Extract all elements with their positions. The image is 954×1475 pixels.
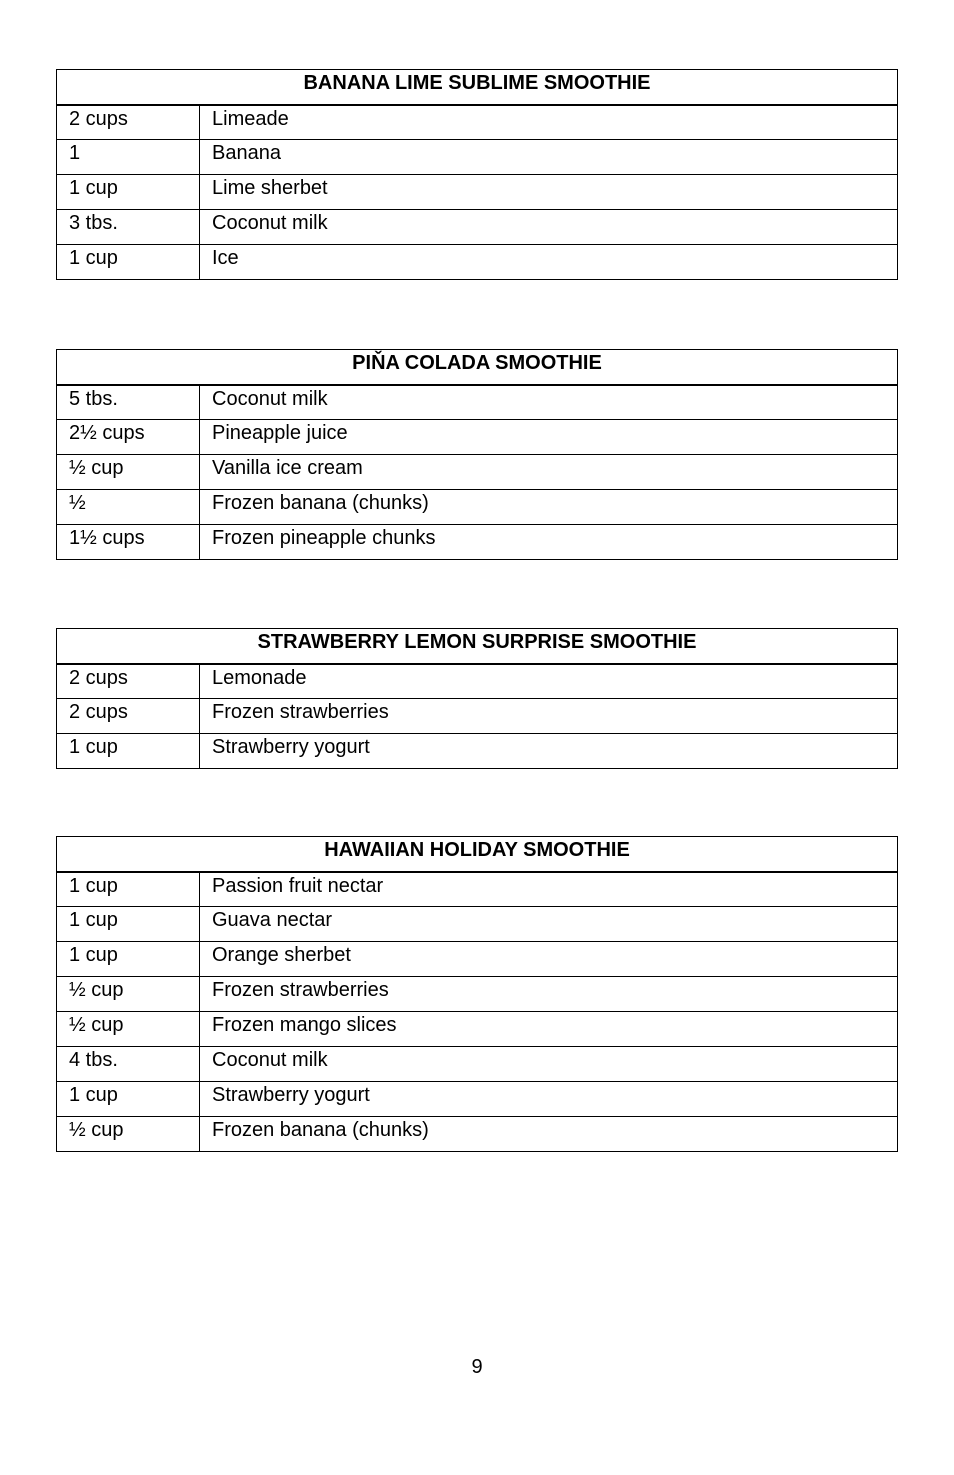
ingredient-quantity: 2 cups [57, 105, 200, 140]
ingredient-quantity: ½ cup [57, 977, 200, 1012]
ingredient-row [57, 455, 898, 490]
ingredient-quantity: 4 tbs. [57, 1047, 200, 1082]
ingredient-row [57, 664, 898, 699]
ingredient-quantity: ½ cup [57, 1117, 200, 1152]
ingredient-name: Coconut milk [200, 1047, 898, 1082]
ingredient-name: Frozen mango slices [200, 1012, 898, 1047]
ingredient-quantity: 1 cup [57, 907, 200, 942]
ingredient-name: Vanilla ice cream [200, 455, 898, 490]
ingredient-name: Strawberry yogurt [200, 1082, 898, 1117]
ingredient-row [57, 872, 898, 907]
ingredient-name: Frozen banana (chunks) [200, 1117, 898, 1152]
recipe-table-strawberry-lemon-surprise [56, 628, 898, 769]
recipe-table-banana-lime-sublime [56, 69, 898, 280]
ingredient-row [57, 907, 898, 942]
recipe-title: STRAWBERRY LEMON SURPRISE SMOOTHIE [57, 629, 898, 664]
ingredient-row [57, 525, 898, 560]
recipe-table-hawaiian-holiday [56, 836, 898, 1152]
ingredient-name: Orange sherbet [200, 942, 898, 977]
ingredient-name: Limeade [200, 105, 898, 140]
ingredient-row [57, 140, 898, 175]
recipe-table-pina-colada [56, 349, 898, 560]
ingredient-name: Strawberry yogurt [200, 734, 898, 769]
ingredient-quantity: 2½ cups [57, 420, 200, 455]
ingredient-row [57, 942, 898, 977]
ingredient-name: Passion fruit nectar [200, 872, 898, 907]
ingredient-row [57, 699, 898, 734]
ingredient-quantity: 3 tbs. [57, 210, 200, 245]
ingredient-quantity: 1 cup [57, 872, 200, 907]
ingredient-name: Frozen strawberries [200, 977, 898, 1012]
recipe-title: PIŇA COLADA SMOOTHIE [57, 350, 898, 385]
ingredient-quantity: 1½ cups [57, 525, 200, 560]
ingredient-name: Ice [200, 245, 898, 280]
ingredient-quantity: 1 cup [57, 734, 200, 769]
ingredient-name: Frozen strawberries [200, 699, 898, 734]
ingredient-name: Banana [200, 140, 898, 175]
ingredient-name: Guava nectar [200, 907, 898, 942]
page-number: 9 [471, 1356, 483, 1378]
recipe-title: HAWAIIAN HOLIDAY SMOOTHIE [57, 837, 898, 872]
ingredient-row [57, 1047, 898, 1082]
ingredient-row [57, 1082, 898, 1117]
ingredient-quantity: ½ [57, 490, 200, 525]
ingredient-row [57, 210, 898, 245]
recipe-title-row [57, 350, 898, 385]
ingredient-quantity: ½ cup [57, 1012, 200, 1047]
ingredient-quantity: ½ cup [57, 455, 200, 490]
ingredient-name: Coconut milk [200, 210, 898, 245]
ingredient-quantity: 5 tbs. [57, 385, 200, 420]
ingredient-row [57, 1117, 898, 1152]
ingredient-row [57, 1012, 898, 1047]
ingredient-row [57, 490, 898, 525]
ingredient-quantity: 1 cup [57, 175, 200, 210]
ingredient-row [57, 105, 898, 140]
ingredient-quantity: 1 cup [57, 245, 200, 280]
ingredient-name: Frozen banana (chunks) [200, 490, 898, 525]
ingredient-row [57, 734, 898, 769]
recipe-title-row [57, 70, 898, 105]
recipe-title: BANANA LIME SUBLIME SMOOTHIE [57, 70, 898, 105]
ingredient-quantity: 1 cup [57, 942, 200, 977]
ingredient-row [57, 977, 898, 1012]
recipe-title-row [57, 837, 898, 872]
ingredient-quantity: 1 [57, 140, 200, 175]
ingredient-row [57, 420, 898, 455]
ingredient-quantity: 1 cup [57, 1082, 200, 1117]
ingredient-name: Pineapple juice [200, 420, 898, 455]
ingredient-row [57, 245, 898, 280]
ingredient-name: Frozen pineapple chunks [200, 525, 898, 560]
ingredient-name: Lime sherbet [200, 175, 898, 210]
ingredient-quantity: 2 cups [57, 664, 200, 699]
ingredient-name: Lemonade [200, 664, 898, 699]
ingredient-row [57, 385, 898, 420]
ingredient-row [57, 175, 898, 210]
ingredient-quantity: 2 cups [57, 699, 200, 734]
recipe-title-row [57, 629, 898, 664]
ingredient-name: Coconut milk [200, 385, 898, 420]
